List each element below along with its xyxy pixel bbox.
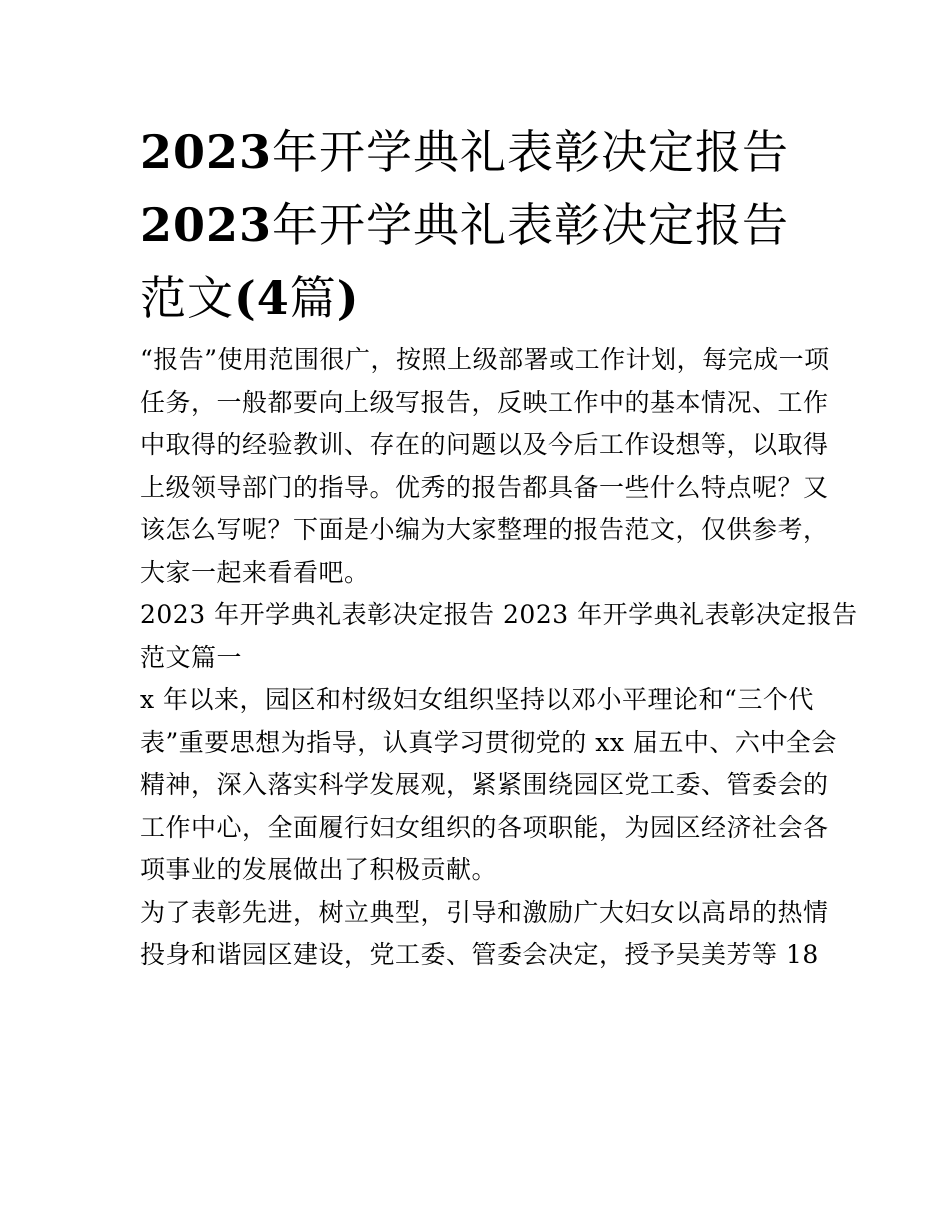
title-line: 2023年开学典礼表彰决定报告 bbox=[140, 198, 790, 252]
intro-paragraph bbox=[140, 339, 830, 594]
text-line: x 年以来，园区和村级妇女组织坚持以邓小平理论和“三个代 bbox=[140, 685, 814, 714]
body-paragraph bbox=[140, 679, 837, 892]
text-line: 上级领导部门的指导。优秀的报告都具备一些什么特点呢？又 bbox=[140, 472, 829, 502]
text-line: 投身和谐园区建设，党工委、管委会决定，授予吴美芳等 18 bbox=[140, 940, 819, 969]
text-line: 表”重要思想为指导，认真学习贯彻党的 xx 届五中、六中全会 bbox=[140, 727, 837, 757]
text-line: 为了表彰先进，树立典型，引导和激励广大妇女以高昂的热情 bbox=[140, 897, 829, 927]
text-line: 大家一起来看看吧。 bbox=[140, 557, 370, 587]
title-line: 范文(4篇) bbox=[140, 271, 360, 325]
document-title bbox=[140, 116, 812, 335]
text-line: “报告”使用范围很广，按照上级部署或工作计划，每完成一项 bbox=[140, 345, 830, 374]
text-line: 工作中心，全面履行妇女组织的各项职能，为园区经济社会各 bbox=[140, 812, 829, 842]
document-body bbox=[140, 116, 858, 977]
body-paragraph bbox=[140, 892, 829, 977]
text-line: 精神，深入落实科学发展观，紧紧围绕园区党工委、管委会的 bbox=[140, 770, 829, 799]
title-line: 2023年开学典礼表彰决定报告 bbox=[140, 125, 790, 179]
text-line: 中取得的经验教训、存在的问题以及今后工作设想等，以取得 bbox=[140, 430, 829, 459]
text-line: 该怎么写呢？下面是小编为大家整理的报告范文，仅供参考， bbox=[140, 515, 829, 544]
text-line: 2023 年开学典礼表彰决定报告 2023 年开学典礼表彰决定报告 bbox=[140, 600, 858, 629]
text-line: 项事业的发展做出了积极贡献。 bbox=[140, 855, 498, 884]
text-line: 任务，一般都要向上级写报告，反映工作中的基本情况、工作 bbox=[140, 387, 829, 417]
text-line: 范文篇一 bbox=[140, 642, 243, 672]
section-heading bbox=[140, 594, 858, 679]
